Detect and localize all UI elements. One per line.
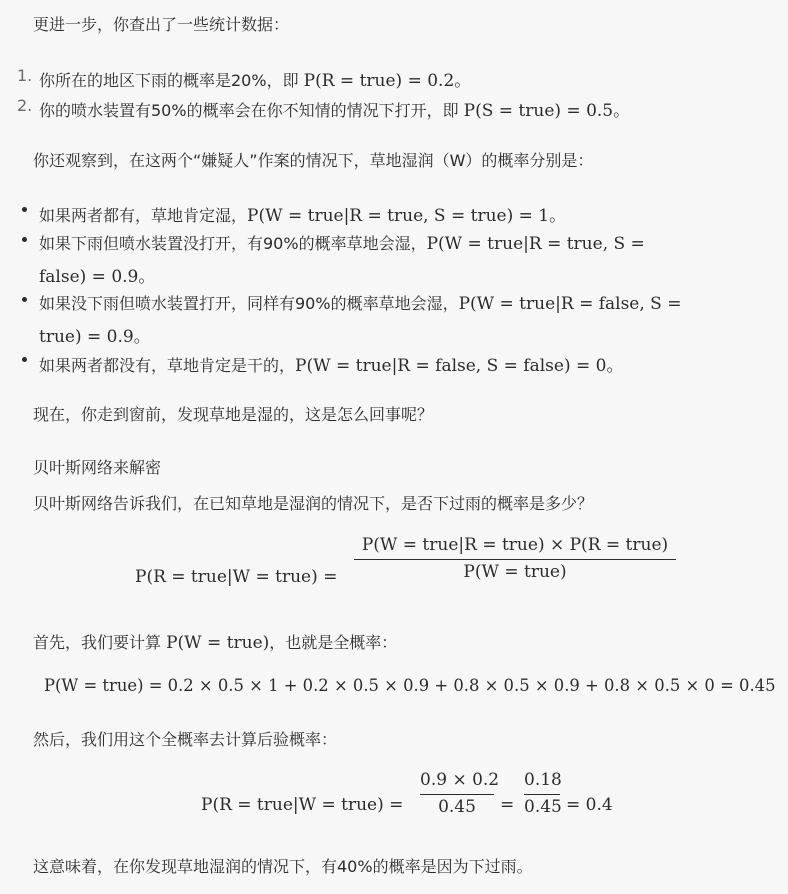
intro-text: 更进一步，你查出了一些统计数据： xyxy=(33,15,290,34)
list-item xyxy=(17,66,472,91)
then-text: 然后，我们用这个全概率去计算后验概率： xyxy=(33,730,338,749)
list-text: 如果两者都没有，草地肯定是干的， xyxy=(39,356,296,375)
equation-denominator: 0.45 xyxy=(524,797,562,817)
math-expression: P(S = true) = 0.5。 xyxy=(463,101,631,121)
first-text-tail: ，也就是全概率： xyxy=(269,633,398,652)
conclusion-text: 这意味着，在你发现草地湿润的情况下，有40%的概率是因为下过雨。 xyxy=(33,857,533,876)
list-item xyxy=(39,231,645,254)
list-text: 你的喷水装置有50%的概率会在你不知情的情况下打开，即 xyxy=(39,101,464,120)
equation-numerator: P(W = true|R = true) × P(R = true) xyxy=(361,535,669,555)
equation-lhs: P(R = true|W = true) = xyxy=(135,567,338,587)
math-expression: P(W = true) xyxy=(166,633,270,653)
equation-denominator: P(W = true) xyxy=(463,562,567,582)
question-text: 贝叶斯网络告诉我们，在已知草地是湿润的情况下，是否下过雨的概率是多少？ xyxy=(33,494,594,513)
observe-text: 你还观察到，在这两个“嫌疑人”作案的情况下，草地湿润（W）的概率分别是： xyxy=(33,151,594,170)
math-continuation: true) = 0.9。 xyxy=(39,327,151,347)
window-text: 现在，你走到窗前，发现草地是湿的，这是怎么回事呢？ xyxy=(33,405,434,424)
list-text: 如果两者都有，草地肯定湿， xyxy=(39,206,248,225)
equals-sign: = xyxy=(500,795,515,815)
math-expression: P(W = true|R = false, S = xyxy=(458,294,682,314)
equation-denominator: 0.45 xyxy=(438,797,476,817)
equation-numerator: 0.9 × 0.2 xyxy=(420,770,500,790)
list-item xyxy=(17,96,631,121)
list-item xyxy=(39,201,566,226)
list-text: 你所在的地区下雨的概率是20%，即 xyxy=(39,71,304,90)
equation-result: = 0.4 xyxy=(566,795,613,815)
first-text xyxy=(33,630,397,653)
fraction-bar xyxy=(354,559,676,560)
math-expression: P(W = true|R = true, S = xyxy=(426,234,645,254)
list-number: 1. xyxy=(17,66,33,85)
first-text-lead: 首先，我们要计算 xyxy=(33,633,167,652)
bullet-icon xyxy=(22,237,27,242)
list-number: 2. xyxy=(17,96,33,115)
section-heading: 贝叶斯网络来解密 xyxy=(33,458,162,477)
math-expression: P(R = true) = 0.2。 xyxy=(303,71,472,91)
math-continuation: false) = 0.9。 xyxy=(39,267,156,287)
list-text: 如果下雨但喷水装置没打开，有90%的概率草地会湿， xyxy=(39,234,427,253)
equation-lhs: P(R = true|W = true) = xyxy=(201,795,404,815)
bullet-icon xyxy=(22,357,27,362)
list-text: 如果没下雨但喷水装置打开，同样有90%的概率草地会湿， xyxy=(39,294,459,313)
list-item xyxy=(39,291,681,314)
math-expression: P(W = true|R = false, S = false) = 0。 xyxy=(295,356,624,376)
total-probability-equation: P(W = true) = 0.2 × 0.5 × 1 + 0.2 × 0.5 × 0.9 + 0.8 × 0.5 × 0.9 + 0.8 × 0.5 × 0 = 0.45 xyxy=(44,676,776,695)
fraction-bar xyxy=(420,794,494,795)
equation-numerator: 0.18 xyxy=(524,770,562,790)
list-item xyxy=(39,351,623,376)
math-expression: P(W = true|R = true, S = true) = 1。 xyxy=(247,206,567,226)
fraction-bar xyxy=(524,794,560,795)
bullet-icon xyxy=(22,207,27,212)
bullet-icon xyxy=(22,297,27,302)
